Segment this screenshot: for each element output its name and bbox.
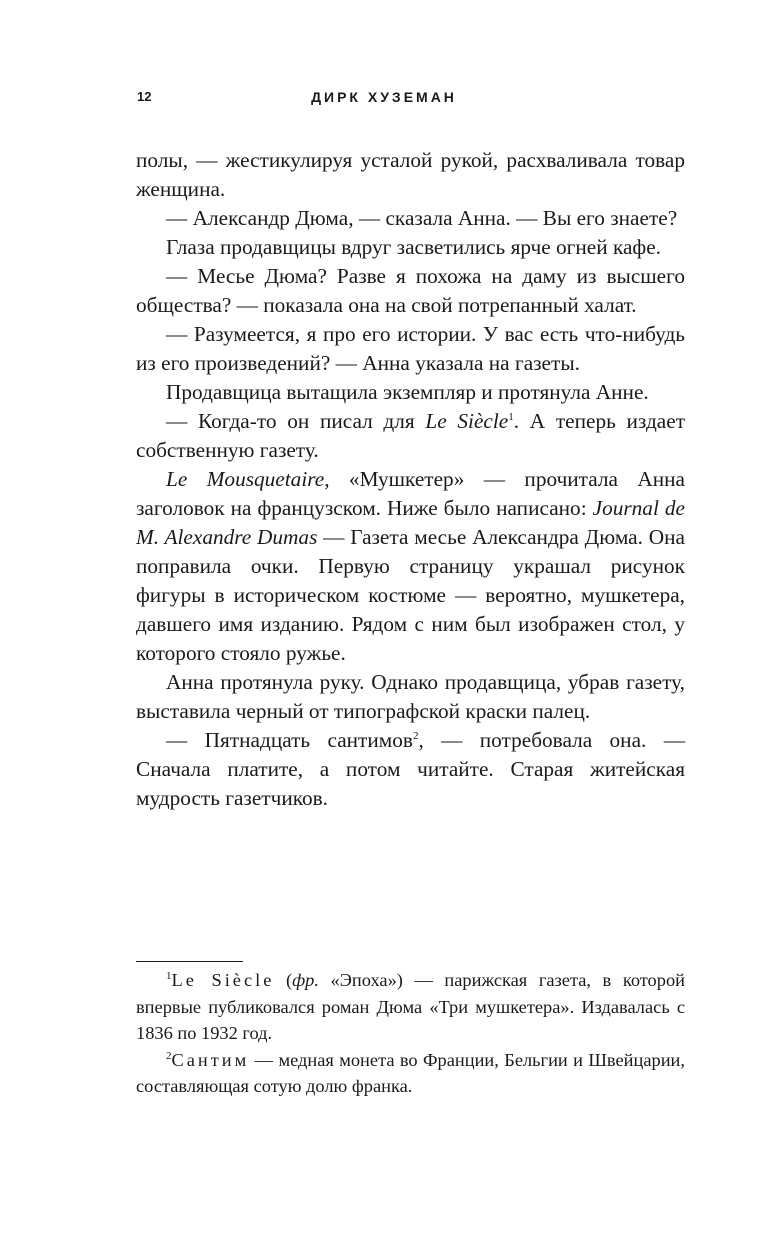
paragraph-1: полы, — жестикулируя усталой рукой, расхваливала товар женщина. (136, 148, 685, 201)
p10-text-after: , — потребовала она. — Сначала платите, а потом читайте. Старая житейская мудрость газетчиков. (136, 728, 685, 810)
footnote-ref-1: 1 (508, 410, 514, 423)
p10-text-before: — Пятнадцать сантимов (166, 728, 413, 752)
p8-italic-title: Le Mousquetaire (166, 467, 325, 491)
paragraph-7 (136, 407, 685, 465)
p8-italic-subtitle: Journal de M. Alexandre Dumas (136, 496, 685, 549)
p7-italic-title: Le Siècle (425, 409, 509, 433)
footnote-2-term: Сантим (171, 1049, 250, 1070)
footnote-ref-2: 2 (412, 729, 419, 742)
p7-text-after: . А теперь издает собственную газету. (136, 409, 685, 462)
p7-text-before: — Когда-то он писал для (166, 409, 426, 433)
footnote-rule (136, 961, 243, 962)
footnote-1-text-1: ( (274, 970, 293, 990)
footnote-2 (136, 1047, 685, 1100)
footnotes (136, 967, 685, 1100)
page-number: 12 (137, 89, 152, 104)
footnote-2-number: 2 (166, 1049, 172, 1062)
footnote-1-number: 1 (166, 969, 172, 982)
paragraph-8 (136, 465, 685, 668)
paragraph-4: — Месье Дюма? Разве я похожа на даму из высшего общества? — показала она на свой потрепанный халат. (136, 264, 685, 317)
paragraph-2: — Александр Дюма, — сказала Анна. — Вы его знаете? (166, 206, 678, 230)
paragraph-6: Продавщица вытащила экземпляр и протянула Анне. (166, 380, 649, 404)
footnote-1 (136, 967, 685, 1047)
paragraph-10 (136, 726, 685, 813)
footnote-1-abbr: фр. (292, 970, 319, 990)
p8-text-2: — Газета месье Александра Дюма. Она поправила очки. Первую страницу украшал рисунок фигуры в историческом костюме — вероятно, мушкетера, давшего имя изданию. Рядом с ним был изображен стол, у которого стояло ружье. (136, 525, 685, 665)
paragraph-9: Анна протянула руку. Однако продавщица, убрав газету, выставила черный от типографской краски палец. (136, 670, 685, 723)
p8-text-1: , «Мушкетер» — прочитала Анна заголовок на французском. Ниже было написано: (136, 467, 685, 520)
running-head: ДИРК ХУЗЕМАН (311, 89, 457, 105)
footnote-1-text-2: «Эпоха») — парижская газета, в которой впервые публиковался роман Дюма «Три мушкетера». Издавалась с 1836 по 1932 год. (136, 970, 685, 1043)
footnote-2-text: — медная монета во Франции, Бельгии и Швейцарии, составляющая сотую долю франка. (136, 1049, 685, 1096)
paragraph-5: — Разумеется, я про его истории. У вас есть что-нибудь из его произведений? — Анна указала на газеты. (136, 322, 685, 375)
paragraph-3: Глаза продавщицы вдруг засветились ярче огней кафе. (166, 235, 661, 259)
footnote-1-term: Le Siècle (171, 970, 275, 990)
body-text (136, 146, 685, 813)
